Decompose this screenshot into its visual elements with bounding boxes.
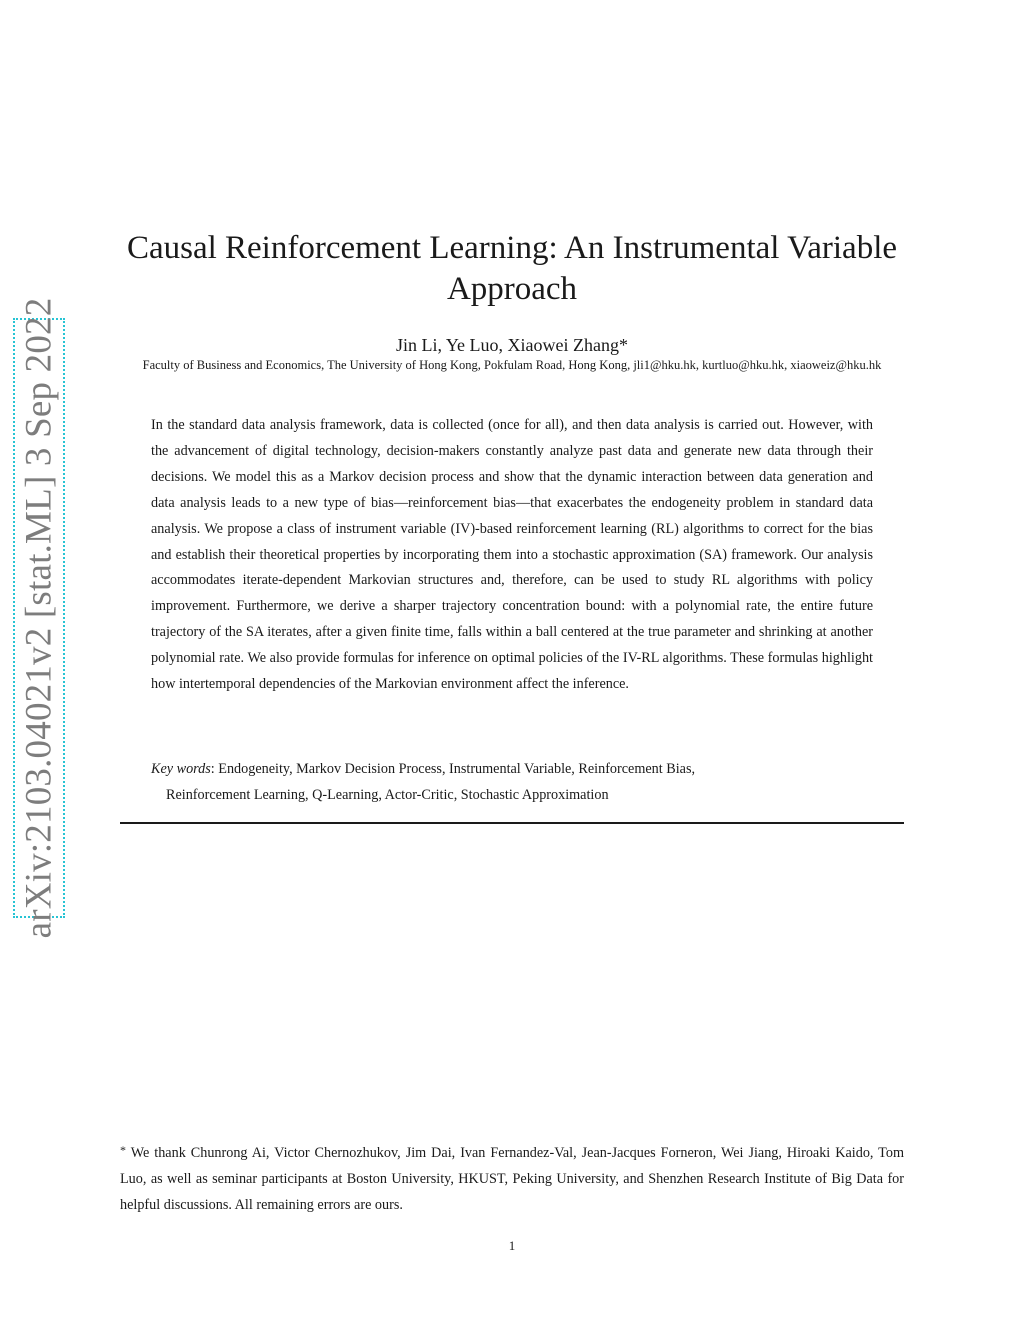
footnote — [120, 1141, 904, 1219]
author-list: Jin Li, Ye Luo, Xiaowei Zhang* — [396, 335, 628, 355]
page-number: 1 — [508, 1238, 516, 1253]
footnote-text: We thank Chunrong Ai, Victor Chernozhukov, Jim Dai, Ivan Fernandez-Val, Jean-Jacques Forneron, Wei Jiang, Hiroaki Kaido, Tom Luo, as well as seminar participants at Boston University, HKUST, Peking University, and Shenzhen Research Institute of Big Data for helpful discussions. All remaining errors are ours. — [120, 1145, 904, 1213]
keywords-line-2: Reinforcement Learning, Q-Learning, Actor-Critic, Stochastic Approximation — [166, 786, 609, 803]
keywords-label: Key words — [151, 761, 211, 777]
footnote-mark: * — [120, 1143, 126, 1157]
section-divider — [120, 822, 904, 824]
keywords-text-1: Endogeneity, Markov Decision Process, Instrumental Variable, Reinforcement Bias, — [218, 761, 696, 777]
abstract: In the standard data analysis framework, data is collected (once for all), and then data analysis is carried out. However, with the advancement of digital technology, decision-makers constantly analyze past data and generate new data through their decisions. We model this as a Markov decision process and show that the dynamic interaction between data generation and data analysis leads to a new type of bias—reinforcement bias—that exacerbates the endogeneity problem in standard data analysis. We propose a class of instrument variable (IV)-based reinforcement learning (RL) algorithms to correct for the bias and establish their theoretical properties by incorporating them into a stochastic approximation (SA) framework. Our analysis accommodates iterate-dependent Markovian structures and, therefore, can be used to study RL algorithms with policy improvement. Furthermore, we derive a sharper trajectory concentration bound: with a polynomial rate, the entire future trajectory of the SA iterates, after a given finite time, falls within a ball centered at the true parameter and shrinking at another polynomial rate. We also provide formulas for inference on optimal policies of the IV-RL algorithms. These formulas highlight how intertemporal dependencies of the Markovian environment affect the inference. — [151, 417, 873, 693]
paper-title: Causal Reinforcement Learning: An Instrumental Variable Approach — [126, 230, 898, 307]
arxiv-identifier: arXiv:2103.04021v2 [stat.ML] 3 Sep 2022 — [18, 297, 60, 939]
keywords-line-1: Key words: Endogeneity, Markov Decision Process, Instrumental Variable, Reinforcement Bias, — [151, 761, 696, 777]
author-affiliation: Faculty of Business and Economics, The University of Hong Kong, Pokfulam Road, Hong Kong, jli1@hku.hk, kurtluo@hku.hk, xiaoweiz@hku.hk — [142, 358, 882, 372]
keywords — [151, 757, 873, 809]
arxiv-stamp — [13, 297, 65, 939]
